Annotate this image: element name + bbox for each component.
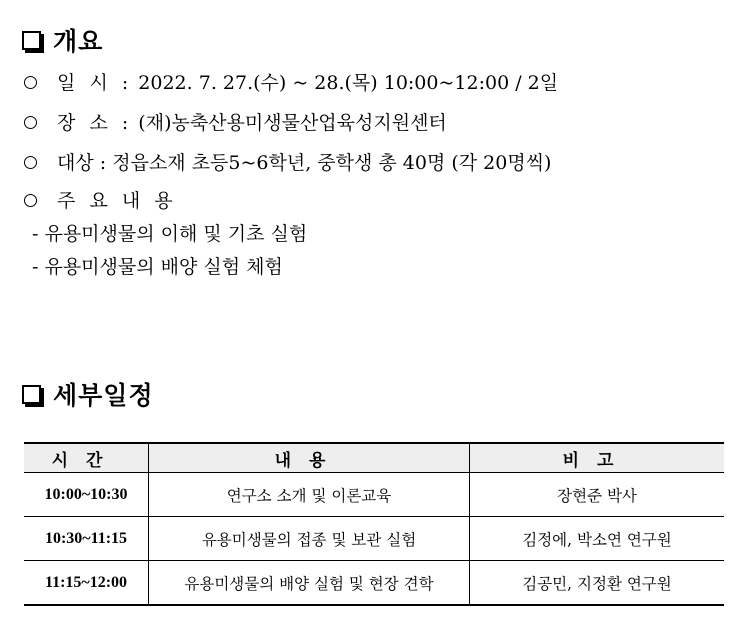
overview-title: 개요 xyxy=(53,27,104,56)
schedule-heading xyxy=(22,376,154,412)
circle-bullet-icon xyxy=(24,156,37,169)
row-content: 연구소 소개 및 이론교육 xyxy=(149,473,470,517)
header-note: 비고 xyxy=(470,443,725,473)
checkbox-square-icon xyxy=(22,31,41,50)
circle-bullet-icon xyxy=(24,194,37,207)
checkbox-square-icon xyxy=(22,385,41,404)
row-note: 김공민, 지정환 연구원 xyxy=(470,561,725,606)
table-row xyxy=(24,473,724,517)
place-value: (재)농축산용미생물산업육성지원센터 xyxy=(138,112,447,134)
circle-bullet-icon xyxy=(24,116,37,129)
date-value: 2022. 7. 27.(수) ~ 28.(목) 10:00~12:00 / 2일 xyxy=(138,72,559,94)
target-value: 정읍소재 초등5~6학년, 중학생 총 40명 (각 20명씩) xyxy=(112,152,552,174)
schedule-title: 세부일정 xyxy=(53,381,154,410)
row-note: 장현준 박사 xyxy=(470,473,725,517)
schedule-table xyxy=(24,442,724,606)
date-label: 일 시 : xyxy=(57,72,133,94)
row-content: 유용미생물의 배양 실험 및 현장 견학 xyxy=(149,561,470,606)
row-time: 10:30~11:15 xyxy=(24,517,149,561)
overview-heading xyxy=(22,22,103,58)
content-label: 주 요 내 용 xyxy=(57,190,177,212)
row-time: 10:00~10:30 xyxy=(24,473,149,517)
header-time: 시간 xyxy=(24,443,149,473)
target-line xyxy=(24,148,551,175)
place-line xyxy=(24,108,447,135)
row-content: 유용미생물의 접종 및 보관 실험 xyxy=(149,517,470,561)
content-line xyxy=(24,186,177,213)
circle-bullet-icon xyxy=(24,76,37,89)
content-item: - 유용미생물의 배양 실험 체험 xyxy=(32,256,283,278)
place-label: 장 소 : xyxy=(57,112,133,134)
date-line xyxy=(24,68,558,95)
table-row xyxy=(24,561,724,606)
table-header-row xyxy=(24,443,724,473)
content-item: - 유용미생물의 이해 및 기초 실험 xyxy=(32,223,308,245)
table-row xyxy=(24,517,724,561)
row-note: 김정에, 박소연 연구원 xyxy=(470,517,725,561)
target-label: 대상 : xyxy=(57,152,107,174)
row-time: 11:15~12:00 xyxy=(24,561,149,606)
header-content: 내용 xyxy=(149,443,470,473)
